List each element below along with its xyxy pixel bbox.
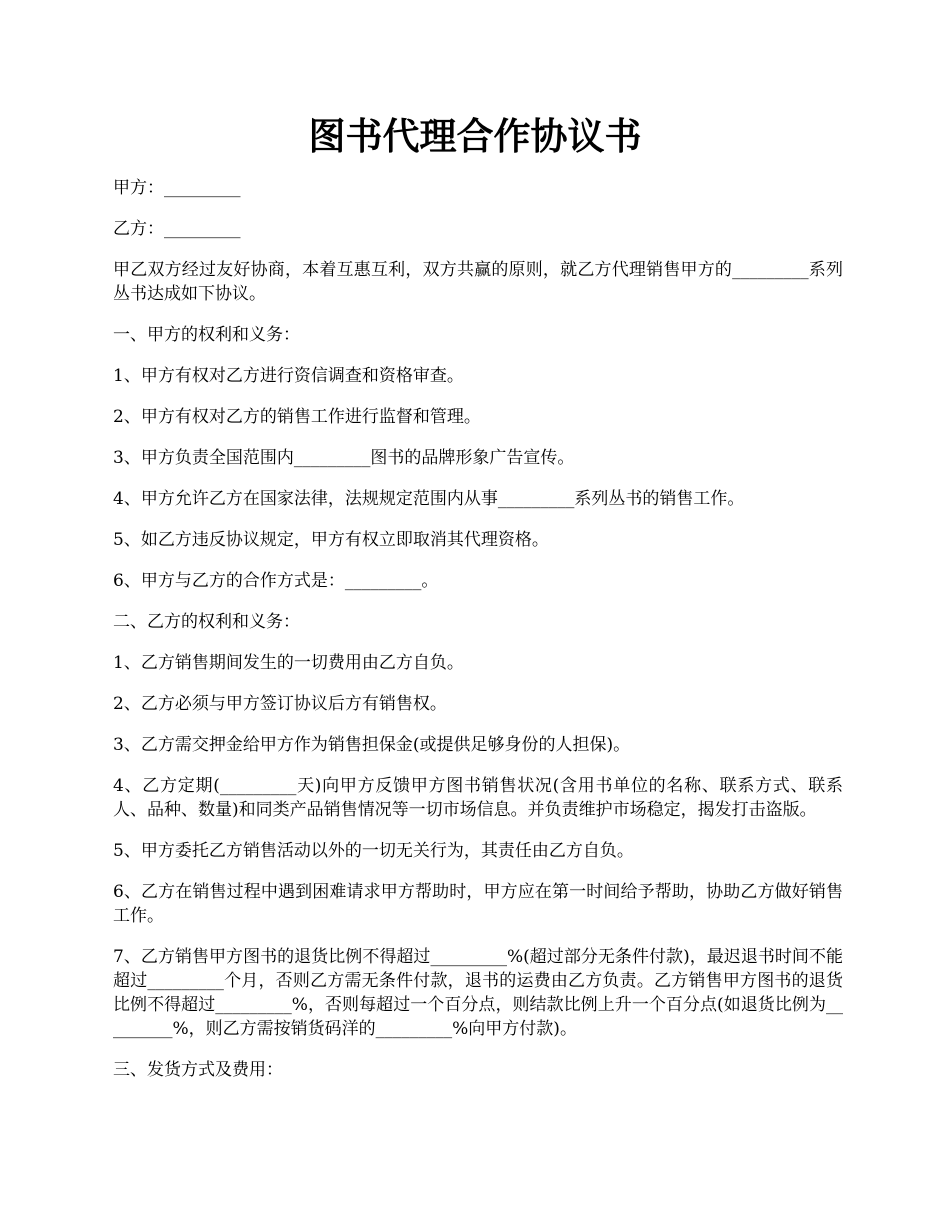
clause-b-7: 7、乙方销售甲方图书的退货比例不得超过_________%(超过部分无条件付款)，最迟退书时间不能超过_________个月，否则乙方需无条件付款，退书的运费由乙方负责。乙方销售甲方图书的退货比例不得超过_________%，否则每超过一个百分点，则结款比例上升一个百分点(如退货比例为_________%，则乙方需按销货码洋的_________%向甲方付款)。	[113, 947, 843, 1039]
section-heading-party-b: 二、乙方的权利和义务：	[113, 612, 300, 632]
clause-b-5: 5、甲方委托乙方销售活动以外的一切无关行为，其责任由乙方自负。	[113, 841, 634, 861]
clause-a-5: 5、如乙方违反协议规定，甲方有权立即取消其代理资格。	[113, 530, 549, 550]
party-b-line: 乙方：_________	[113, 219, 241, 239]
document-body	[113, 176, 843, 1099]
section-heading-shipping: 三、发货方式及费用：	[113, 1060, 283, 1080]
clause-b-4: 4、乙方定期(_________天)向甲方反馈甲方图书销售状况(含用书单位的名称、联系方式、联系人、品种、数量)和同类产品销售情况等一切市场信息。并负责维护市场稳定，揭发打击盗版。	[113, 776, 843, 820]
clause-b-3: 3、乙方需交押金给甲方作为销售担保金(或提供足够身份的人担保)。	[113, 735, 631, 755]
preamble-paragraph: 甲乙双方经过友好协商，本着互惠互利，双方共赢的原则，就乙方代理销售甲方的_________系列丛书达成如下协议。	[113, 260, 843, 304]
clause-a-1: 1、甲方有权对乙方进行资信调查和资格审查。	[113, 366, 464, 386]
party-a-line: 甲方：_________	[113, 178, 241, 198]
clause-a-2: 2、甲方有权对乙方的销售工作进行监督和管理。	[113, 407, 481, 427]
clause-b-6: 6、乙方在销售过程中遇到困难请求甲方帮助时，甲方应在第一时间给予帮助，协助乙方做好销售工作。	[113, 882, 843, 926]
clause-b-1: 1、乙方销售期间发生的一切费用由乙方自负。	[113, 653, 464, 673]
section-heading-party-a: 一、甲方的权利和义务：	[113, 325, 300, 345]
clause-b-2: 2、乙方必须与甲方签订协议后方有销售权。	[113, 694, 447, 714]
clause-a-6: 6、甲方与乙方的合作方式是：_________。	[113, 571, 439, 591]
clause-a-3: 3、甲方负责全国范围内_________图书的品牌形象广告宣传。	[113, 448, 575, 468]
document-title: 图书代理合作协议书	[308, 114, 642, 158]
clause-a-4: 4、甲方允许乙方在国家法律，法规规定范围内从事_________系列丛书的销售工作。	[113, 489, 745, 509]
